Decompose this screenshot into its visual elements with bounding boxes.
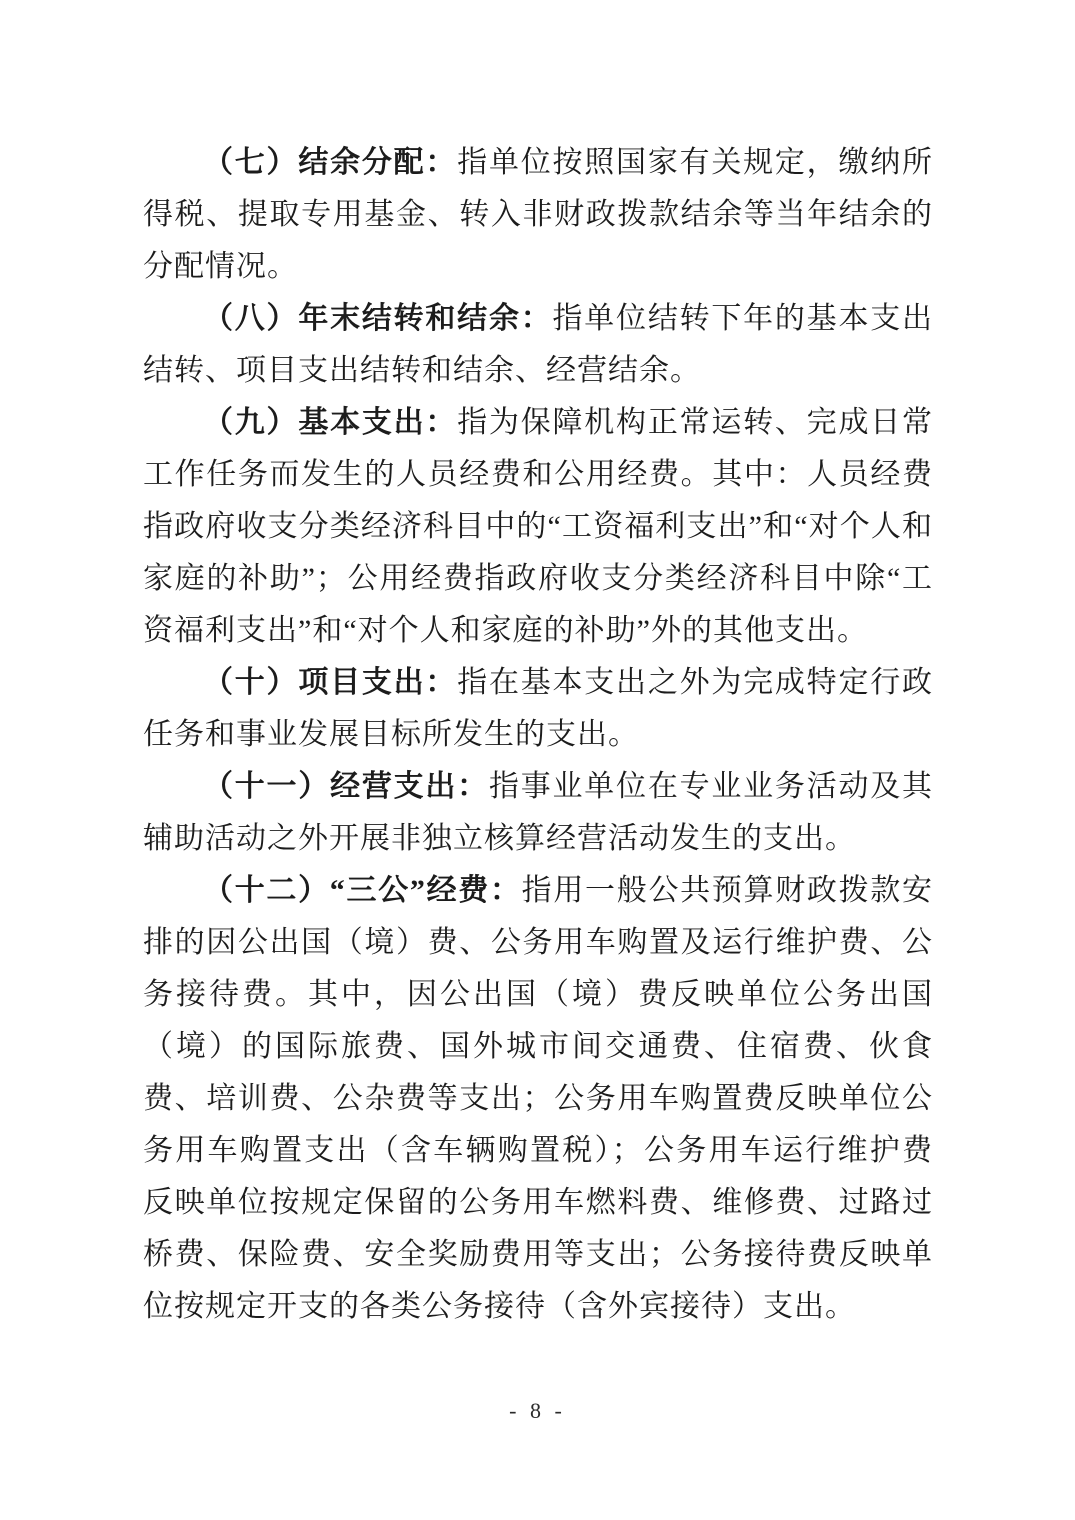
paragraph-term-7	[143, 137, 933, 293]
term-7-definition: 指单位按照国家有关规定，缴纳所得税、提取专用基金、转入非财政拨款结余等当年结余的分配情况。	[143, 146, 934, 283]
paragraph-term-11	[143, 761, 933, 865]
page-number: - 8 -	[509, 1398, 566, 1423]
term-8-label: （八）年末结转和结余：	[203, 302, 553, 335]
term-7-label: （七）结余分配：	[203, 146, 458, 179]
term-9-definition: 指为保障机构正常运转、完成日常工作任务而发生的人员经费和公用经费。其中：人员经费指政府收支分类经济科目中的“工资福利支出”和“对个人和家庭的补助”；公用经费指政府收支分类经济科目中除“工资福利支出”和“对个人和家庭的补助”外的其他支出。	[143, 406, 934, 647]
term-8-definition: 指单位结转下年的基本支出结转、项目支出结转和结余、经营结余。	[143, 302, 933, 387]
term-11-label: （十一）经营支出：	[203, 770, 489, 803]
term-10-definition: 指在基本支出之外为完成特定行政任务和事业发展目标所发生的支出。	[143, 666, 934, 751]
term-12-definition: 指用一般公共预算财政拨款安排的因公出国（境）费、公务用车购置及运行维护费、公务接待费。其中，因公出国（境）费反映单位公务出国（境）的国际旅费、国外城市间交通费、住宿费、伙食费、培训费、公杂费等支出；公务用车购置费反映单位公务用车购置支出（含车辆购置税）；公务用车运行维护费反映单位按规定保留的公务用车燃料费、维修费、过路过桥费、保险费、安全奖励费用等支出；公务接待费反映单位按规定开支的各类公务接待（含外宾接待）支出。	[143, 874, 934, 1323]
paragraph-term-10	[143, 657, 933, 761]
term-12-label: （十二）“三公”经费：	[203, 874, 522, 907]
document-body	[143, 137, 933, 1333]
paragraph-term-12	[143, 865, 933, 1333]
paragraph-term-8	[143, 293, 933, 397]
paragraph-term-9	[143, 397, 933, 657]
term-11-definition: 指事业单位在专业业务活动及其辅助活动之外开展非独立核算经营活动发生的支出。	[143, 770, 934, 855]
term-9-label: （九）基本支出：	[203, 406, 458, 439]
term-10-label: （十）项目支出：	[203, 666, 458, 699]
